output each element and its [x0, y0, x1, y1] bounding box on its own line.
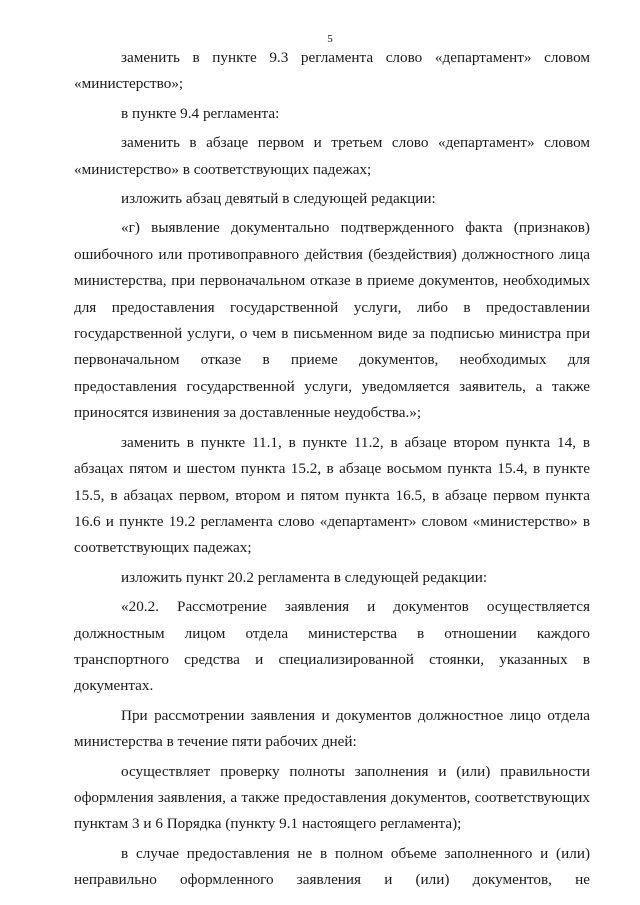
- paragraph: При рассмотрении заявления и документов должностное лицо отдела министерства в течение пяти рабочих дней:: [74, 706, 590, 751]
- paragraph: заменить в абзаце первом и третьем слово «департамент» словом «министерство» в соответствующих падежах;: [74, 134, 590, 178]
- paragraph: изложить пункт 20.2 регламента в следующей редакции:: [121, 568, 488, 586]
- paragraph: в случае предоставления не в полном объеме заполненного и (или) неправильно оформленного заявления и (или) документов, не: [74, 844, 590, 889]
- paragraph: заменить в пункте 9.3 регламента слово «департамент» словом «министерство»;: [74, 49, 590, 93]
- document-body: [74, 45, 590, 897]
- paragraph: «20.2. Рассмотрение заявления и документов осуществляется должностным лицом отдела министерства в отношении каждого транспортного средства и специализированной стоянки, указанных в документах.: [74, 598, 590, 695]
- paragraph: в пункте 9.4 регламента:: [121, 104, 280, 122]
- page-number: 5: [327, 33, 333, 45]
- paragraph: осуществляет проверку полноты заполнения и (или) правильности оформления заявления, а также предоставления документов, соответствующих пунктам 3 и 6 Порядка (пункту 9.1 настоящего регламента);: [74, 762, 590, 833]
- paragraph: «г) выявление документально подтвержденного факта (признаков) ошибочного или противоправного действия (бездействия) должностного лица министерства, при первоначальном отказе в приеме документов, необходимых для предоставления государственной услуги, либо в предоставлении государственной услуги, о чем в письменном виде за подписью министра при первоначальном отказе в приеме документов, необходимых для предоставления государственной услуги, уведомляется заявитель, а также приносятся извинения за доставленные неудобства.»;: [74, 219, 590, 422]
- paragraph: заменить в пункте 11.1, в пункте 11.2, в абзаце втором пункта 14, в абзацах пятом и шестом пункта 15.2, в абзаце восьмом пункта 15.4, в пункте 15.5, в абзацах первом, втором и пятом пункта 16.5, в абзаце первом пункта 16.6 и пункте 19.2 регламента слово «департамент» словом «министерство» в соответствующих падежах;: [74, 433, 590, 557]
- paragraph: изложить абзац девятый в следующей редакции:: [121, 190, 436, 208]
